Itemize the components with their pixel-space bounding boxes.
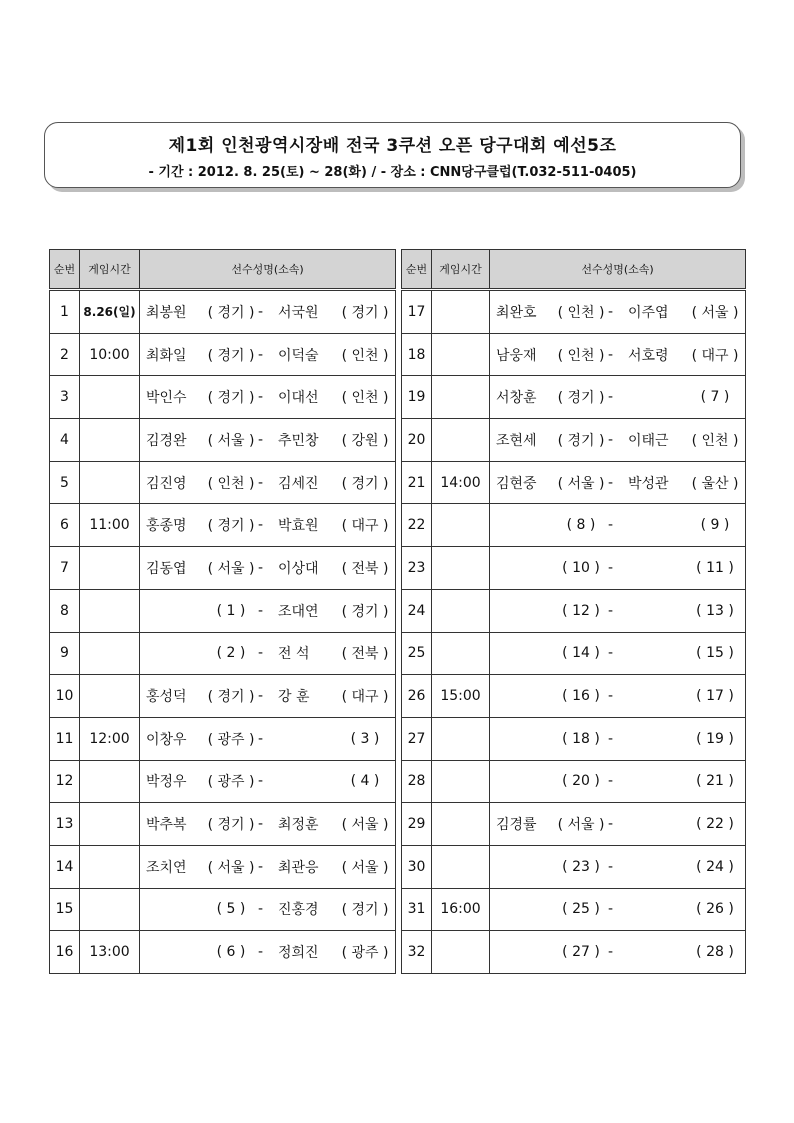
row-number: 23 — [402, 547, 432, 590]
row-number: 6 — [50, 504, 80, 547]
table-row — [402, 547, 746, 590]
player2-name: 진홍경 — [278, 902, 319, 919]
table-row — [50, 376, 396, 419]
row-number: 22 — [402, 504, 432, 547]
document-title: 제1회 인천광역시장배 전국 3쿠션 오픈 당구대회 예선5조 — [168, 136, 617, 156]
player2-name: 정희진 — [278, 945, 319, 962]
player2-affiliation: ( 광주 ) — [341, 945, 389, 962]
player2-affiliation: ( 26 ) — [696, 901, 734, 918]
row-number: 32 — [402, 931, 432, 974]
player1-name: 조현세 — [496, 432, 537, 449]
player2-name: 이태근 — [628, 432, 669, 449]
player1-affiliation: ( 서울 ) — [207, 560, 255, 577]
player2-name: 최정훈 — [278, 817, 319, 834]
player2-name: 추민창 — [278, 432, 319, 449]
player1-name: 박추복 — [146, 817, 187, 834]
versus-dash: - — [258, 944, 264, 961]
player1-affiliation: ( 광주 ) — [207, 774, 255, 791]
table-row — [50, 461, 396, 504]
player1-affiliation: ( 25 ) — [562, 901, 600, 918]
row-number: 3 — [50, 376, 80, 419]
row-number: 1 — [50, 290, 80, 334]
player1-name: 김진영 — [146, 475, 187, 492]
versus-dash: - — [608, 602, 614, 619]
row-number: 14 — [50, 845, 80, 888]
game-time — [80, 376, 140, 419]
versus-dash: - — [608, 474, 614, 491]
player1-affiliation: ( 경기 ) — [207, 304, 255, 321]
table-row — [402, 803, 746, 846]
versus-dash: - — [608, 517, 614, 534]
game-time — [432, 419, 490, 462]
player1-affiliation: ( 10 ) — [562, 559, 600, 576]
table-row — [402, 376, 746, 419]
game-time — [432, 504, 490, 547]
column-header-time: 게임시간 — [80, 250, 140, 290]
game-time — [80, 845, 140, 888]
game-time: 13:00 — [80, 931, 140, 974]
player2-affiliation: ( 인천 ) — [341, 347, 389, 364]
versus-dash: - — [258, 645, 264, 662]
row-number: 10 — [50, 675, 80, 718]
versus-dash: - — [608, 901, 614, 918]
game-time: 11:00 — [80, 504, 140, 547]
row-number: 31 — [402, 888, 432, 931]
row-number: 16 — [50, 931, 80, 974]
match-cell — [490, 931, 746, 974]
player1-affiliation: ( 경기 ) — [557, 390, 605, 407]
row-number: 29 — [402, 803, 432, 846]
player2-name: 박성관 — [628, 475, 669, 492]
player1-name: 박정우 — [146, 774, 187, 791]
table-row — [402, 675, 746, 718]
player1-name: 최완호 — [496, 304, 537, 321]
versus-dash: - — [258, 816, 264, 833]
table-row — [402, 931, 746, 974]
versus-dash: - — [258, 389, 264, 406]
match-cell — [490, 803, 746, 846]
table-row — [402, 504, 746, 547]
player2-affiliation: ( 3 ) — [350, 730, 380, 747]
player2-affiliation: ( 서울 ) — [341, 859, 389, 876]
versus-dash: - — [608, 858, 614, 875]
game-time — [432, 290, 490, 334]
player2-name: 박효원 — [278, 518, 319, 535]
player2-name: 이대선 — [278, 390, 319, 407]
versus-dash: - — [258, 730, 264, 747]
table-row — [50, 504, 396, 547]
player1-affiliation: ( 경기 ) — [207, 390, 255, 407]
player2-name: 강 훈 — [278, 689, 310, 706]
versus-dash: - — [608, 645, 614, 662]
player2-affiliation: ( 21 ) — [696, 773, 734, 790]
table-row — [50, 760, 396, 803]
player2-affiliation: ( 대구 ) — [691, 347, 739, 364]
column-header-time: 게임시간 — [432, 250, 490, 290]
table-row — [50, 290, 396, 334]
match-cell — [490, 845, 746, 888]
versus-dash: - — [258, 688, 264, 705]
row-number: 30 — [402, 845, 432, 888]
schedule-table-right — [401, 249, 746, 974]
versus-dash: - — [258, 901, 264, 918]
versus-dash: - — [258, 559, 264, 576]
player1-affiliation: ( 2 ) — [216, 645, 246, 662]
player1-name: 남웅재 — [496, 347, 537, 364]
game-time — [432, 589, 490, 632]
table-row — [50, 845, 396, 888]
row-number: 27 — [402, 717, 432, 760]
game-time — [432, 717, 490, 760]
player1-name: 김현중 — [496, 475, 537, 492]
match-cell — [140, 888, 396, 931]
game-time — [80, 888, 140, 931]
game-time — [432, 632, 490, 675]
match-cell — [490, 504, 746, 547]
match-cell — [140, 589, 396, 632]
game-time: 16:00 — [432, 888, 490, 931]
game-time: 12:00 — [80, 717, 140, 760]
player2-affiliation: ( 전북 ) — [341, 560, 389, 577]
player2-affiliation: ( 13 ) — [696, 602, 734, 619]
player1-name: 조치연 — [146, 859, 187, 876]
versus-dash: - — [258, 346, 264, 363]
game-time — [80, 547, 140, 590]
table-row — [50, 931, 396, 974]
player1-affiliation: ( 서울 ) — [557, 475, 605, 492]
table-row — [50, 717, 396, 760]
player2-affiliation: ( 7 ) — [700, 389, 730, 406]
match-cell — [140, 461, 396, 504]
game-time — [80, 760, 140, 803]
versus-dash: - — [258, 602, 264, 619]
row-number: 21 — [402, 461, 432, 504]
match-cell — [490, 376, 746, 419]
game-time: 14:00 — [432, 461, 490, 504]
player1-affiliation: ( 14 ) — [562, 645, 600, 662]
player2-affiliation: ( 15 ) — [696, 645, 734, 662]
player2-affiliation: ( 경기 ) — [341, 902, 389, 919]
table-header-row — [402, 250, 746, 290]
versus-dash: - — [608, 559, 614, 576]
row-number: 28 — [402, 760, 432, 803]
row-number: 17 — [402, 290, 432, 334]
player2-affiliation: ( 28 ) — [696, 944, 734, 961]
match-cell — [140, 632, 396, 675]
player1-affiliation: ( 경기 ) — [557, 432, 605, 449]
game-time — [432, 803, 490, 846]
player1-name: 김경완 — [146, 432, 187, 449]
row-number: 7 — [50, 547, 80, 590]
versus-dash: - — [608, 389, 614, 406]
player1-name: 홍종명 — [146, 518, 187, 535]
game-time — [432, 376, 490, 419]
table-row — [50, 675, 396, 718]
row-number: 13 — [50, 803, 80, 846]
game-time — [432, 760, 490, 803]
player1-name: 김경률 — [496, 817, 537, 834]
row-number: 15 — [50, 888, 80, 931]
player2-affiliation: ( 경기 ) — [341, 304, 389, 321]
player1-affiliation: ( 인천 ) — [557, 304, 605, 321]
column-header-order: 순번 — [402, 250, 432, 290]
match-cell — [490, 333, 746, 376]
row-number: 26 — [402, 675, 432, 718]
player1-affiliation: ( 서울 ) — [207, 859, 255, 876]
game-time — [432, 931, 490, 974]
table-row — [402, 333, 746, 376]
row-number: 4 — [50, 419, 80, 462]
column-header-players: 선수성명(소속) — [490, 250, 746, 290]
table-row — [402, 888, 746, 931]
player1-affiliation: ( 8 ) — [566, 517, 596, 534]
player2-name: 이상대 — [278, 560, 319, 577]
player1-affiliation: ( 경기 ) — [207, 347, 255, 364]
row-number: 2 — [50, 333, 80, 376]
table-row — [402, 461, 746, 504]
player1-affiliation: ( 5 ) — [216, 901, 246, 918]
match-cell — [140, 547, 396, 590]
match-cell — [140, 845, 396, 888]
player2-affiliation: ( 11 ) — [696, 559, 734, 576]
player1-name: 박인수 — [146, 390, 187, 407]
match-cell — [140, 760, 396, 803]
row-number: 18 — [402, 333, 432, 376]
player1-name: 최화일 — [146, 347, 187, 364]
player1-affiliation: ( 인천 ) — [207, 475, 255, 492]
table-row — [50, 547, 396, 590]
match-cell — [140, 675, 396, 718]
versus-dash: - — [608, 773, 614, 790]
versus-dash: - — [258, 517, 264, 534]
player2-affiliation: ( 서울 ) — [691, 304, 739, 321]
versus-dash: - — [608, 816, 614, 833]
table-row — [402, 845, 746, 888]
player2-affiliation: ( 강원 ) — [341, 432, 389, 449]
player1-name: 최봉원 — [146, 304, 187, 321]
player2-name: 김세진 — [278, 475, 319, 492]
versus-dash: - — [258, 303, 264, 320]
match-cell — [490, 675, 746, 718]
versus-dash: - — [608, 431, 614, 448]
player2-name: 이주엽 — [628, 304, 669, 321]
player2-affiliation: ( 4 ) — [350, 773, 380, 790]
match-cell — [140, 931, 396, 974]
versus-dash: - — [608, 944, 614, 961]
player2-name: 이덕술 — [278, 347, 319, 364]
row-number: 8 — [50, 589, 80, 632]
match-cell — [490, 547, 746, 590]
row-number: 24 — [402, 589, 432, 632]
versus-dash: - — [258, 431, 264, 448]
player2-affiliation: ( 울산 ) — [691, 475, 739, 492]
player2-affiliation: ( 17 ) — [696, 688, 734, 705]
versus-dash: - — [258, 474, 264, 491]
row-number: 20 — [402, 419, 432, 462]
table-row — [50, 888, 396, 931]
table-row — [50, 419, 396, 462]
match-cell — [490, 888, 746, 931]
match-cell — [490, 290, 746, 334]
versus-dash: - — [608, 303, 614, 320]
game-time — [432, 333, 490, 376]
player2-affiliation: ( 서울 ) — [341, 817, 389, 834]
match-cell — [140, 717, 396, 760]
table-row — [50, 333, 396, 376]
table-row — [402, 589, 746, 632]
versus-dash: - — [258, 773, 264, 790]
player2-affiliation: ( 경기 ) — [341, 475, 389, 492]
player1-name: 홍성덕 — [146, 689, 187, 706]
player1-affiliation: ( 27 ) — [562, 944, 600, 961]
match-cell — [490, 717, 746, 760]
game-time — [80, 461, 140, 504]
player1-affiliation: ( 경기 ) — [207, 817, 255, 834]
row-number: 12 — [50, 760, 80, 803]
table-row — [402, 717, 746, 760]
row-number: 9 — [50, 632, 80, 675]
player2-name: 최관응 — [278, 859, 319, 876]
player1-affiliation: ( 광주 ) — [207, 731, 255, 748]
player1-name: 서창훈 — [496, 390, 537, 407]
title-box — [44, 122, 741, 188]
table-row — [402, 632, 746, 675]
game-time — [432, 845, 490, 888]
versus-dash: - — [608, 688, 614, 705]
player2-name: 서국원 — [278, 304, 319, 321]
player1-affiliation: ( 20 ) — [562, 773, 600, 790]
match-cell — [490, 632, 746, 675]
table-row — [402, 760, 746, 803]
match-cell — [140, 803, 396, 846]
row-number: 5 — [50, 461, 80, 504]
match-cell — [490, 589, 746, 632]
row-number: 25 — [402, 632, 432, 675]
table-row — [402, 290, 746, 334]
player2-affiliation: ( 경기 ) — [341, 603, 389, 620]
player1-affiliation: ( 서울 ) — [557, 817, 605, 834]
game-time — [80, 419, 140, 462]
game-time — [80, 632, 140, 675]
game-time — [80, 803, 140, 846]
table-row — [50, 803, 396, 846]
game-time: 10:00 — [80, 333, 140, 376]
player1-name: 김동엽 — [146, 560, 187, 577]
player1-affiliation: ( 16 ) — [562, 688, 600, 705]
schedule-table-left — [49, 249, 396, 974]
table-row — [50, 632, 396, 675]
player2-affiliation: ( 24 ) — [696, 858, 734, 875]
match-cell — [140, 290, 396, 334]
player1-affiliation: ( 23 ) — [562, 858, 600, 875]
match-cell — [140, 376, 396, 419]
player2-name: 조대연 — [278, 603, 319, 620]
match-cell — [140, 419, 396, 462]
player1-affiliation: ( 6 ) — [216, 944, 246, 961]
player2-affiliation: ( 전북 ) — [341, 646, 389, 663]
player1-affiliation: ( 경기 ) — [207, 689, 255, 706]
player2-affiliation: ( 19 ) — [696, 730, 734, 747]
player2-name: 서호령 — [628, 347, 669, 364]
player2-name: 전 석 — [278, 646, 310, 663]
table-row — [50, 589, 396, 632]
versus-dash: - — [608, 346, 614, 363]
match-cell — [490, 760, 746, 803]
player2-affiliation: ( 대구 ) — [341, 518, 389, 535]
player2-affiliation: ( 9 ) — [700, 517, 730, 534]
game-time: 8.26(일) — [80, 290, 140, 334]
player2-affiliation: ( 인천 ) — [691, 432, 739, 449]
document-subtitle: - 기간 : 2012. 8. 25(토) ~ 28(화) / - 장소 : CNN당구클럽(T.032-511-0405) — [148, 165, 637, 180]
player1-affiliation: ( 인천 ) — [557, 347, 605, 364]
match-cell — [140, 504, 396, 547]
table-header-row — [50, 250, 396, 290]
match-cell — [490, 419, 746, 462]
player2-affiliation: ( 22 ) — [696, 816, 734, 833]
game-time — [80, 675, 140, 718]
player1-affiliation: ( 18 ) — [562, 730, 600, 747]
row-number: 11 — [50, 717, 80, 760]
player1-affiliation: ( 서울 ) — [207, 432, 255, 449]
match-cell — [490, 461, 746, 504]
player2-affiliation: ( 인천 ) — [341, 390, 389, 407]
game-time — [80, 589, 140, 632]
player1-affiliation: ( 1 ) — [216, 602, 246, 619]
table-row — [402, 419, 746, 462]
player1-affiliation: ( 경기 ) — [207, 518, 255, 535]
game-time: 15:00 — [432, 675, 490, 718]
row-number: 19 — [402, 376, 432, 419]
player2-affiliation: ( 대구 ) — [341, 689, 389, 706]
versus-dash: - — [608, 730, 614, 747]
game-time — [432, 547, 490, 590]
column-header-order: 순번 — [50, 250, 80, 290]
column-header-players: 선수성명(소속) — [140, 250, 396, 290]
player1-affiliation: ( 12 ) — [562, 602, 600, 619]
versus-dash: - — [258, 858, 264, 875]
player1-name: 이창우 — [146, 731, 187, 748]
match-cell — [140, 333, 396, 376]
